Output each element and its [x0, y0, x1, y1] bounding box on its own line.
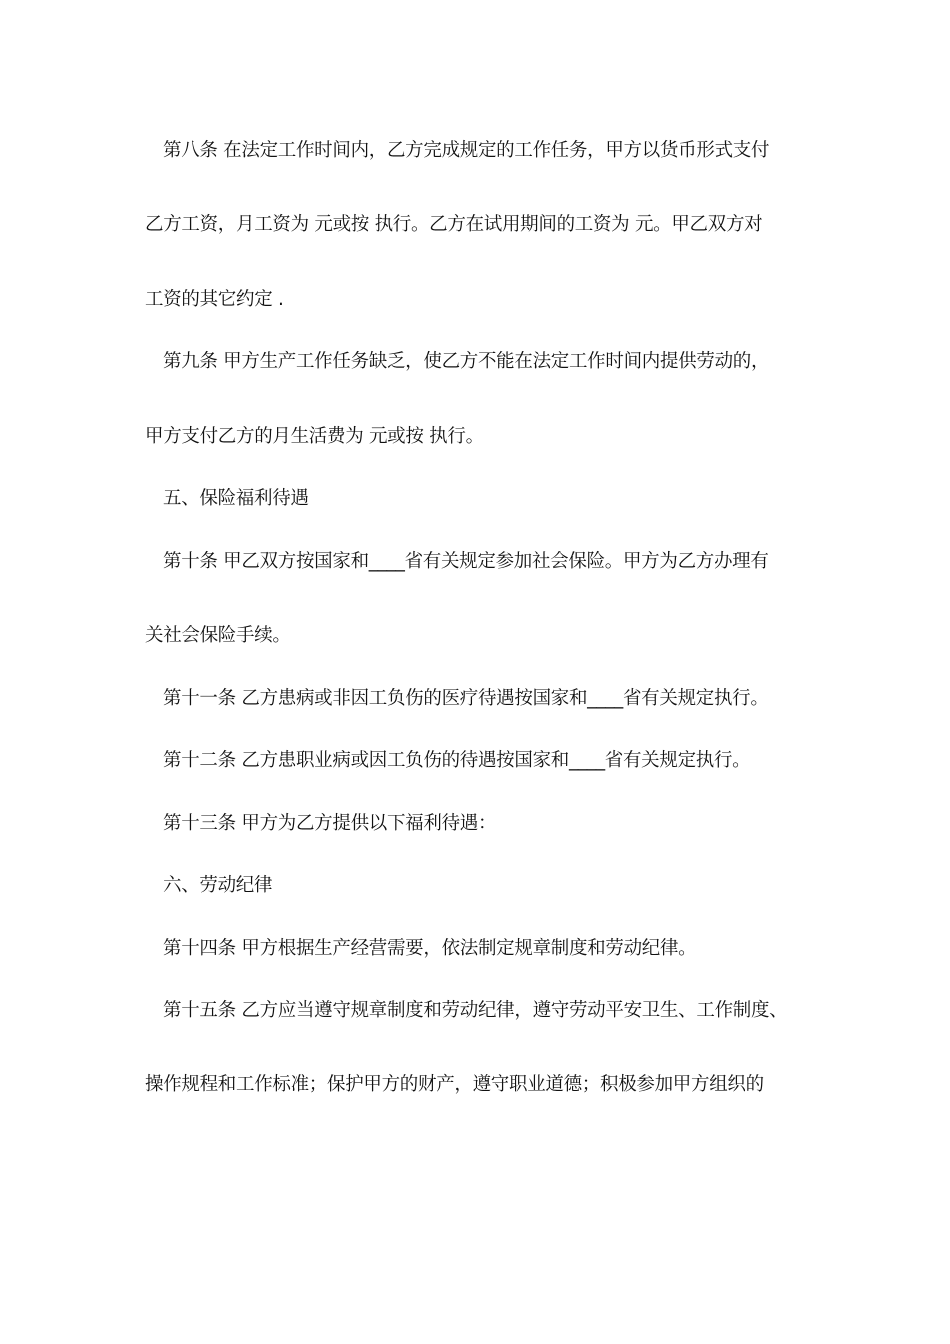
article-8-line-2: 乙方工资，月工资为 元或按 执行。乙方在试用期间的工资为 元。甲乙双方对 [145, 214, 763, 235]
article-9-line-1: 第九条 甲方生产工作任务缺乏，使乙方不能在法定工作时间内提供劳动的， [163, 351, 770, 372]
article-10-line-2: 关社会保险手续。 [145, 625, 291, 646]
article-14: 第十四条 甲方根据生产经营需要，依法制定规章制度和劳动纪律。 [163, 938, 697, 959]
article-15-line-1: 第十五条 乙方应当遵守规章制度和劳动纪律，遵守劳动平安卫生、工作制度、 [163, 1000, 788, 1021]
article-8-line-1: 第八条 在法定工作时间内，乙方完成规定的工作任务，甲方以货币形式支付 [163, 140, 770, 161]
article-9-line-2: 甲方支付乙方的月生活费为 元或按 执行。 [145, 426, 484, 447]
article-8-line-3: 工资的其它约定 . [145, 289, 284, 310]
article-11: 第十一条 乙方患病或非因工负伤的医疗待遇按国家和____省有关规定执行。 [163, 688, 769, 709]
section-5-heading: 五、保险福利待遇 [163, 488, 309, 509]
article-15-line-2: 操作规程和工作标准；保护甲方的财产，遵守职业道德；积极参加甲方组织的 [145, 1074, 764, 1095]
article-13: 第十三条 甲方为乙方提供以下福利待遇： [163, 813, 497, 834]
article-10-line-1: 第十条 甲乙双方按国家和____省有关规定参加社会保险。甲方为乙方办理有 [163, 551, 769, 572]
section-6-heading: 六、劳动纪律 [163, 875, 273, 896]
article-12: 第十二条 乙方患职业病或因工负伤的待遇按国家和____省有关规定执行。 [163, 750, 751, 771]
